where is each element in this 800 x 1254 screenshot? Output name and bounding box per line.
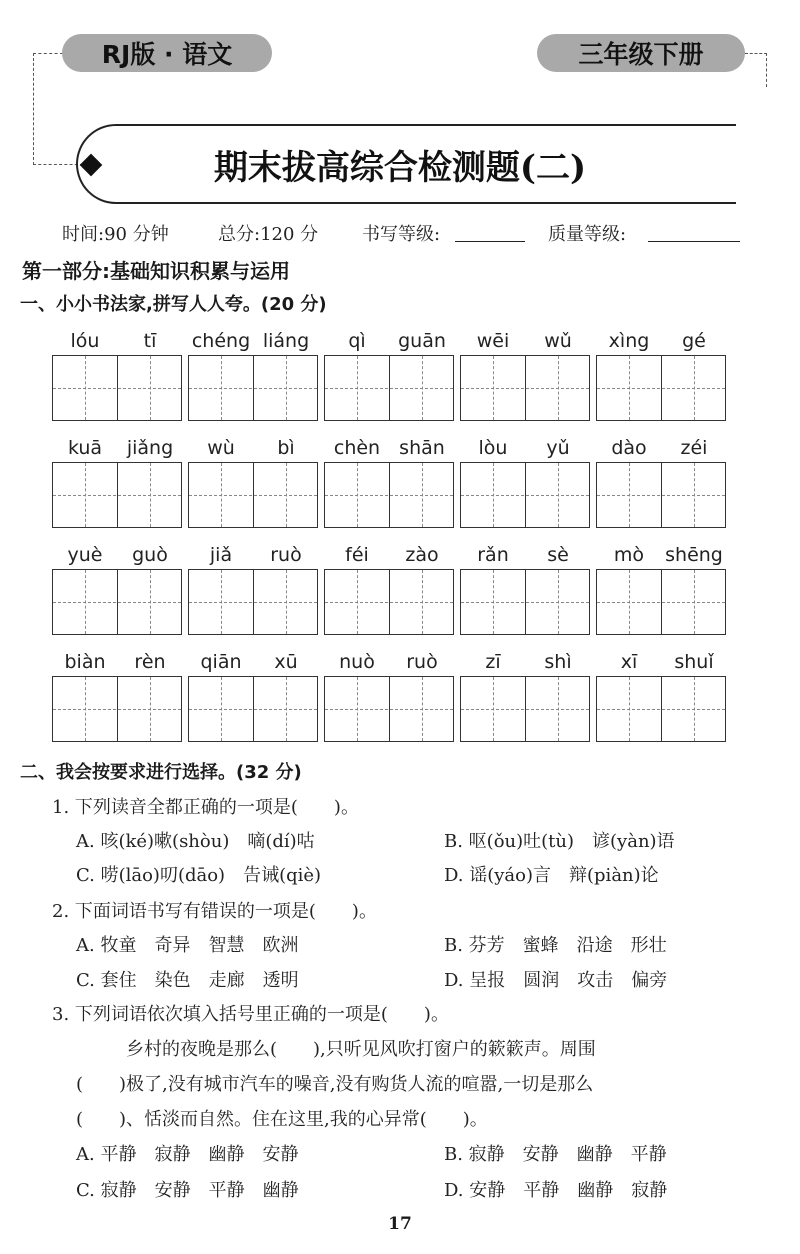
tianzige-writing-box[interactable] xyxy=(188,676,318,742)
section2-heading: 二、我会按要求进行选择。(32 分) xyxy=(20,762,302,783)
pinyin-label: ruò xyxy=(270,544,302,566)
q3-passage-line-1: 乡村的夜晚是那么( ),只听见风吹打窗户的簌簌声。周围 xyxy=(126,1039,596,1060)
tianzige-writing-box[interactable] xyxy=(52,462,182,528)
pinyin-label: mò xyxy=(613,544,645,566)
pinyin-label: liáng xyxy=(262,330,310,352)
pinyin-label: féi xyxy=(345,544,369,566)
q3-passage-line-3: ( )、恬淡而自然。住在这里,我的心异常( )。 xyxy=(76,1109,488,1130)
writing-grade-label: 书写等级: xyxy=(362,224,441,245)
q1-option-d[interactable]: D. 谣(yáo)言 辩(piàn)论 xyxy=(444,865,659,886)
dashed-connector xyxy=(745,53,767,54)
tianzige-writing-box[interactable] xyxy=(324,676,454,742)
tianzige-writing-box[interactable] xyxy=(596,676,726,742)
tianzige-writing-box[interactable] xyxy=(52,676,182,742)
part-heading: 第一部分:基础知识积累与运用 xyxy=(22,259,290,283)
exam-time: 时间:90 分钟 xyxy=(62,224,169,245)
page-title: 期末拔高综合检测题(二) xyxy=(213,147,587,188)
q1-option-b[interactable]: B. 呕(ǒu)吐(tù) 谚(yàn)语 xyxy=(444,831,675,852)
pinyin-label: biàn xyxy=(64,651,106,673)
grade-tag: 三年级下册 xyxy=(537,34,745,72)
pinyin-label: lóu xyxy=(70,330,100,352)
pinyin-label: zéi xyxy=(680,437,708,459)
edition-subject-tag: RJ版 · 语文 xyxy=(62,34,272,72)
tianzige-writing-box[interactable] xyxy=(188,569,318,635)
pinyin-label: nuò xyxy=(339,651,375,673)
dashed-connector xyxy=(33,53,63,54)
q2-option-d[interactable]: D. 呈报 圆润 攻击 偏旁 xyxy=(444,970,668,991)
pinyin-label: qì xyxy=(348,330,366,352)
pinyin-label: rèn xyxy=(134,651,166,673)
tianzige-writing-box[interactable] xyxy=(324,569,454,635)
pinyin-label: zào xyxy=(405,544,439,566)
q3-option-d[interactable]: D. 安静 平静 幽静 寂静 xyxy=(444,1180,668,1201)
pinyin-label: chèn xyxy=(333,437,381,459)
pinyin-label: xìng xyxy=(608,330,650,352)
question-1-stem: 1. 下列读音全都正确的一项是( )。 xyxy=(52,797,359,818)
pinyin-label: shuǐ xyxy=(674,651,714,673)
tianzige-writing-box[interactable] xyxy=(596,462,726,528)
quality-grade-label: 质量等级: xyxy=(548,224,627,245)
pinyin-label: shān xyxy=(399,437,445,459)
tianzige-writing-box[interactable] xyxy=(596,355,726,421)
q2-option-c[interactable]: C. 套住 染色 走廊 透明 xyxy=(76,970,299,991)
pinyin-label: chéng xyxy=(191,330,251,352)
tianzige-writing-box[interactable] xyxy=(52,355,182,421)
q2-option-b[interactable]: B. 芬芳 蜜蜂 沿途 形壮 xyxy=(444,935,667,956)
tianzige-writing-box[interactable] xyxy=(188,355,318,421)
quality-grade-blank[interactable] xyxy=(648,241,740,242)
q1-option-c[interactable]: C. 唠(lāo)叨(dāo) 告诫(qiè) xyxy=(76,865,322,886)
q3-option-a[interactable]: A. 平静 寂静 幽静 安静 xyxy=(76,1144,299,1165)
q2-option-a[interactable]: A. 牧童 奇异 智慧 欧洲 xyxy=(76,935,299,956)
pinyin-label: shì xyxy=(544,651,572,673)
tianzige-writing-box[interactable] xyxy=(596,569,726,635)
pinyin-label: xū xyxy=(274,651,298,673)
pinyin-label: yuè xyxy=(67,544,103,566)
pinyin-label: jiǎ xyxy=(209,544,233,566)
pinyin-label: bì xyxy=(277,437,295,459)
dashed-connector xyxy=(766,53,767,87)
tianzige-writing-box[interactable] xyxy=(460,355,590,421)
tianzige-writing-box[interactable] xyxy=(324,355,454,421)
pinyin-label: wù xyxy=(207,437,235,459)
q3-option-b[interactable]: B. 寂静 安静 幽静 平静 xyxy=(444,1144,667,1165)
pinyin-label: ruò xyxy=(406,651,438,673)
exam-total: 总分:120 分 xyxy=(218,224,319,245)
pinyin-label: jiǎng xyxy=(126,437,174,459)
question-2-stem: 2. 下面词语书写有错误的一项是( )。 xyxy=(52,901,377,922)
section1-heading: 一、小小书法家,拼写人人夸。(20 分) xyxy=(20,294,327,315)
q3-passage-line-2: ( )极了,没有城市汽车的噪音,没有购货人流的喧嚣,一切是那么 xyxy=(76,1074,594,1095)
question-3-stem: 3. 下列词语依次填入括号里正确的一项是( )。 xyxy=(52,1004,449,1025)
pinyin-label: kuā xyxy=(67,437,103,459)
page-number: 17 xyxy=(388,1214,412,1234)
pinyin-label: guān xyxy=(398,330,446,352)
q3-option-c[interactable]: C. 寂静 安静 平静 幽静 xyxy=(76,1180,299,1201)
tianzige-writing-box[interactable] xyxy=(460,462,590,528)
pinyin-label: sè xyxy=(547,544,569,566)
pinyin-label: tī xyxy=(143,330,157,352)
pinyin-label: shēng xyxy=(665,544,723,566)
pinyin-label: xī xyxy=(620,651,638,673)
tianzige-writing-box[interactable] xyxy=(188,462,318,528)
pinyin-label: dào xyxy=(611,437,647,459)
pinyin-label: wǔ xyxy=(544,330,572,352)
tianzige-writing-box[interactable] xyxy=(460,676,590,742)
writing-grade-blank[interactable] xyxy=(455,241,525,242)
pinyin-label: yǔ xyxy=(546,437,570,459)
q1-option-a[interactable]: A. 咳(ké)嗽(shòu) 嘀(dí)咕 xyxy=(76,831,315,852)
pinyin-label: wēi xyxy=(476,330,510,352)
tianzige-writing-box[interactable] xyxy=(324,462,454,528)
pinyin-label: rǎn xyxy=(477,544,509,566)
pinyin-label: gé xyxy=(682,330,706,352)
tianzige-writing-box[interactable] xyxy=(460,569,590,635)
pinyin-label: guò xyxy=(132,544,168,566)
dashed-connector xyxy=(33,53,34,165)
pinyin-label: qiān xyxy=(200,651,242,673)
pinyin-label: lòu xyxy=(478,437,508,459)
tianzige-writing-box[interactable] xyxy=(52,569,182,635)
pinyin-label: zī xyxy=(485,651,501,673)
